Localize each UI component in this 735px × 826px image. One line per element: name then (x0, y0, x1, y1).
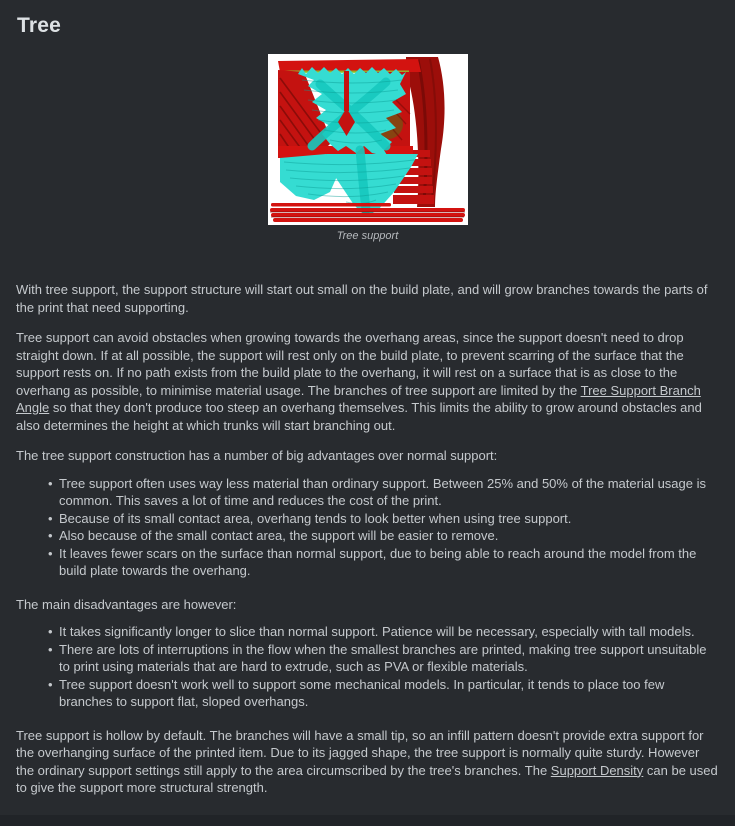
page-title: Tree (17, 14, 61, 37)
figure-caption: Tree support (336, 230, 399, 242)
disadvantages-list (16, 623, 719, 711)
list-item: • Because of its small contact area, overhang tends to look better when using tree support. (48, 510, 719, 528)
paragraph-hollow-pre: Tree support is hollow by default. The branches will have a small tip, so an infill pattern doesn't provide extra support for the overhanging surface of the printed item. Due to its jagged shape, the tree support is normally quite sturdy. However the ordinary support settings still apply to the area circumscribed by the tree's branches. The (16, 727, 704, 778)
advantages-list (16, 475, 719, 580)
list-item: • Tree support often uses way less material than ordinary support. Between 25% and 50% of the material usage is common. This saves a lot of time and reduces the cost of the print. (48, 475, 719, 510)
paragraph-intro-text: With tree support, the support structure will start out small on the build plate, and will grow branches towards the parts of the print that need supporting. (16, 282, 708, 315)
disadvantages-intro-text: The main disadvantages are however: (16, 596, 237, 612)
paragraph-obstacles-pre: Tree support can avoid obstacles when growing towards the overhang areas, since the support doesn't need to drop straight down. If at all possible, the support will rest only on the build plate, to prevent scarring of the surface that the support rests on. If no path exists from the build plate to the overhang, it will rest on a surface that is as close to the overhang as possible, to minimise material usage. The branches of tree support are limited by the (16, 330, 684, 398)
paragraph-obstacles (16, 329, 719, 434)
list-item: • There are lots of interruptions in the flow when the smallest branches are printed, making tree support unsuitable to print using materials that are hard to extrude, such as PVA or flexible materials. (48, 641, 719, 676)
support-density-link[interactable]: Support Density (550, 762, 644, 778)
tree-support-branch-angle-link[interactable]: Tree Support Branch Angle (16, 382, 701, 415)
page-bottom-strip (0, 815, 735, 826)
list-item: • It leaves fewer scars on the surface than normal support, due to being able to reach around the model from the build plate towards the overhang. (48, 545, 719, 580)
list-item: • It takes significantly longer to slice than normal support. Patience will be necessary, especially with tall models. (48, 623, 719, 641)
paragraph-hollow-post: can be used to give the support more structural strength. (16, 762, 718, 795)
list-item: • Also because of the small contact area, the support will be easier to remove. (48, 527, 719, 545)
disadvantages-intro (16, 596, 719, 614)
advantages-intro-text: The tree support construction has a number of big advantages over normal support: (16, 448, 498, 463)
paragraph-intro (16, 281, 719, 316)
paragraph-obstacles-post: so that they don't produce too steep an overhang themselves. This limits the ability to grow around obstacles and also determines the height at which trunks will start branching out. (16, 400, 702, 433)
paragraph-hollow (16, 727, 719, 797)
tree-support-figure (268, 54, 468, 243)
list-item: • Tree support doesn't work well to support some mechanical models. In particular, it tends to place too few branches to support flat, sloped overhangs. (48, 676, 719, 711)
tree-support-render (268, 54, 468, 225)
advantages-intro (16, 447, 719, 465)
